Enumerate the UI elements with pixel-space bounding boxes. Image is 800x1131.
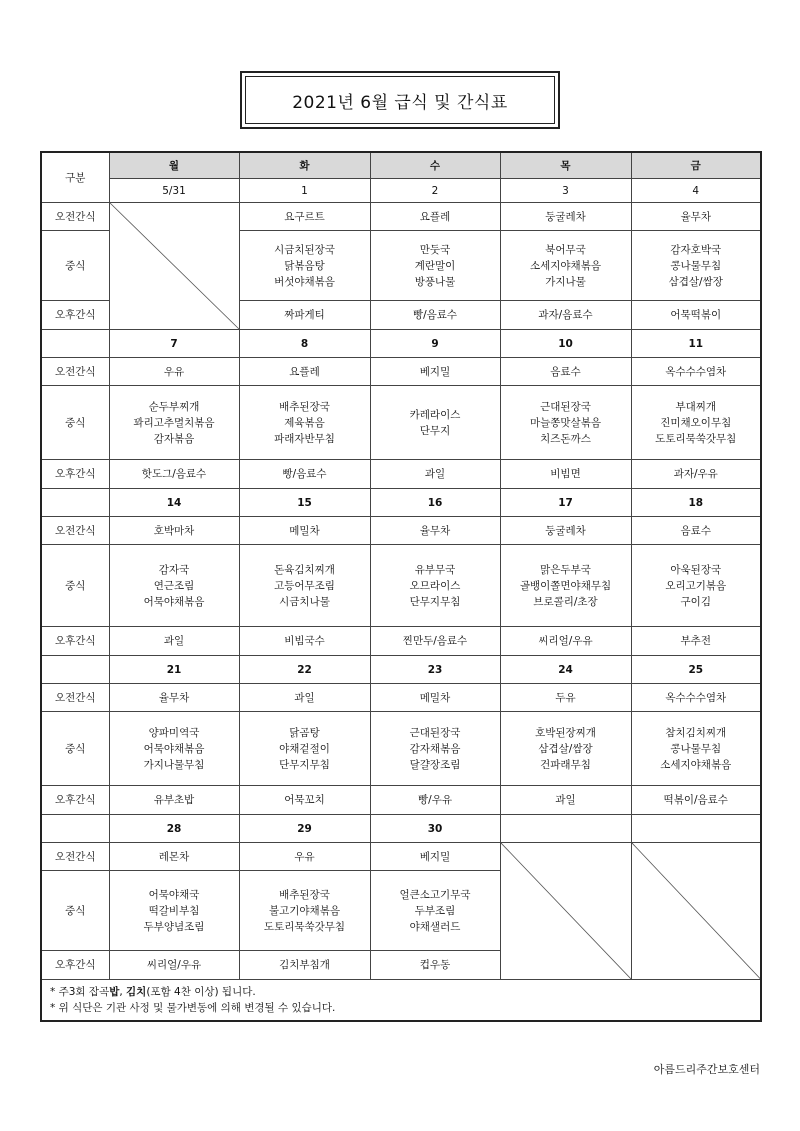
date-cell: 11 — [631, 330, 761, 358]
lunch-item: 단무지 — [419, 424, 451, 437]
lunch-item: 도토리묵쑥갓무침 — [263, 920, 346, 933]
note-1-prefix: * 주3회 잡곡 — [50, 986, 110, 998]
lunch-item: 삼겹살/쌈장 — [538, 742, 593, 755]
lunch-item: 떡갈비부침 — [148, 904, 200, 917]
lunch-item: 참치김치찌개 — [665, 726, 727, 739]
row-label-pm: 오후간식 — [41, 627, 109, 656]
lunch-item: 단무지무침 — [409, 595, 461, 608]
lunch-item: 얼큰소고기무국 — [399, 888, 471, 901]
date-cell: 4 — [631, 179, 761, 203]
date-cell: 7 — [109, 330, 239, 358]
date-cell: 15 — [239, 489, 370, 517]
lunch-item: 고등어무조림 — [274, 579, 335, 592]
date-cell — [500, 815, 631, 843]
lunch-cell — [631, 386, 761, 460]
notes-row — [41, 980, 761, 1022]
date-cell: 28 — [109, 815, 239, 843]
row-label-am: 오전간식 — [41, 843, 109, 871]
am-snack-cell: 율무차 — [631, 203, 761, 231]
lunch-item: 카레라이스 — [409, 408, 461, 421]
am-snack-cell: 둥굴레차 — [500, 203, 631, 231]
date-cell: 25 — [631, 656, 761, 684]
pm-snack-cell: 과일 — [109, 627, 239, 656]
lunch-item: 닭볶음탕 — [284, 259, 325, 272]
date-cell: 18 — [631, 489, 761, 517]
lunch-item: 꽈리고추멸치볶음 — [133, 416, 215, 429]
lunch-row — [41, 712, 761, 786]
row-label-am: 오전간식 — [41, 358, 109, 386]
lunch-item: 건파래무침 — [540, 758, 591, 771]
pm-snack-cell: 부추전 — [631, 627, 761, 656]
date-row — [41, 656, 761, 684]
am-snack-cell: 레몬차 — [109, 843, 239, 871]
title-box — [240, 71, 560, 129]
lunch-cell — [109, 386, 239, 460]
lunch-item: 골뱅이쫄면야채무침 — [519, 579, 612, 592]
lunch-item: 파래자반무침 — [274, 432, 335, 445]
pm-snack-cell: 컵우동 — [370, 951, 500, 980]
lunch-cell — [109, 871, 239, 951]
day-header: 목 — [500, 152, 631, 179]
lunch-item: 가지나물 — [545, 275, 586, 288]
notes-cell — [41, 980, 761, 1022]
pm-snack-cell: 어묵꼬치 — [239, 786, 370, 815]
pm-snack-cell: 비빔국수 — [239, 627, 370, 656]
row-label-pm: 오후간식 — [41, 460, 109, 489]
date-cell: 14 — [109, 489, 239, 517]
row-label-lunch: 중식 — [41, 712, 109, 786]
lunch-item: 호박된장찌개 — [535, 726, 596, 739]
note-1-bold-kimchi: 김치 — [126, 986, 147, 998]
diagonal-slash-icon — [632, 843, 761, 979]
am-snack-cell: 요구르트 — [239, 203, 370, 231]
lunch-item: 야채겉절이 — [279, 742, 330, 755]
am-snack-cell: 메밀차 — [239, 517, 370, 545]
pm-snack-cell: 김치부침개 — [239, 951, 370, 980]
am-snack-cell: 호박마차 — [109, 517, 239, 545]
pm-snack-row — [41, 786, 761, 815]
lunch-item: 감자볶음 — [153, 432, 195, 445]
lunch-item: 치즈돈까스 — [540, 432, 591, 445]
lunch-cell — [370, 386, 500, 460]
pm-snack-cell: 빵/우유 — [370, 786, 500, 815]
lunch-cell — [109, 712, 239, 786]
date-row — [41, 179, 761, 203]
am-snack-cell: 음료수 — [500, 358, 631, 386]
pm-snack-cell: 씨리얼/우유 — [109, 951, 239, 980]
lunch-item: 불고기야채볶음 — [268, 904, 340, 917]
lunch-item: 달걀장조림 — [409, 758, 461, 771]
lunch-row — [41, 386, 761, 460]
row-label-pm: 오후간식 — [41, 786, 109, 815]
lunch-cell — [500, 386, 631, 460]
note-1 — [50, 984, 752, 1000]
note-1-mid: , — [119, 986, 127, 998]
row-label-am: 오전간식 — [41, 203, 109, 231]
pm-snack-cell: 짜파게티 — [239, 301, 370, 330]
lunch-item: 어묵야채국 — [148, 888, 200, 901]
lunch-item: 야채샐러드 — [409, 920, 461, 933]
lunch-cell — [500, 545, 631, 627]
pm-snack-cell: 핫도그/음료수 — [109, 460, 239, 489]
pm-snack-cell: 빵/음료수 — [370, 301, 500, 330]
lunch-cell — [631, 712, 761, 786]
pm-snack-cell: 씨리얼/우유 — [500, 627, 631, 656]
am-snack-cell: 과일 — [239, 684, 370, 712]
lunch-cell — [500, 231, 631, 301]
diagonal-slash-icon — [110, 203, 239, 329]
am-snack-row — [41, 203, 761, 231]
am-snack-row — [41, 517, 761, 545]
lunch-item: 배추된장국 — [279, 400, 330, 413]
note-1-suffix: (포함 4찬 이상) 됩니다. — [146, 986, 256, 998]
date-row-blank — [41, 489, 109, 517]
lunch-item: 콩나물무침 — [670, 742, 722, 755]
date-cell: 3 — [500, 179, 631, 203]
row-label-pm: 오후간식 — [41, 951, 109, 980]
am-snack-row — [41, 843, 761, 871]
lunch-item: 제육볶음 — [284, 416, 325, 429]
lunch-item: 만둣국 — [419, 243, 451, 256]
lunch-item: 감자채볶음 — [409, 742, 461, 755]
am-snack-cell: 옥수수수염차 — [631, 684, 761, 712]
lunch-cell — [239, 871, 370, 951]
am-snack-cell: 옥수수수염차 — [631, 358, 761, 386]
lunch-item: 아욱된장국 — [670, 563, 722, 576]
lunch-item: 계란말이 — [414, 259, 456, 272]
lunch-item: 시금치된장국 — [274, 243, 335, 256]
pm-snack-cell: 과일 — [370, 460, 500, 489]
am-snack-cell: 율무차 — [109, 684, 239, 712]
date-cell: 16 — [370, 489, 500, 517]
pm-snack-cell: 떡볶이/음료수 — [631, 786, 761, 815]
pm-snack-cell: 빵/음료수 — [239, 460, 370, 489]
date-cell: 9 — [370, 330, 500, 358]
am-snack-cell: 메밀차 — [370, 684, 500, 712]
am-snack-cell: 요플레 — [370, 203, 500, 231]
lunch-item: 북어무국 — [545, 243, 586, 256]
date-row — [41, 489, 761, 517]
lunch-cell — [239, 545, 370, 627]
lunch-cell — [631, 231, 761, 301]
empty-day-cell — [500, 843, 631, 980]
date-row — [41, 330, 761, 358]
am-snack-cell: 율무차 — [370, 517, 500, 545]
date-row-blank — [41, 656, 109, 684]
lunch-cell — [239, 231, 370, 301]
lunch-item: 방풍나물 — [414, 275, 456, 288]
lunch-item: 구이김 — [680, 595, 711, 608]
pm-snack-cell: 과일 — [500, 786, 631, 815]
am-snack-row — [41, 358, 761, 386]
lunch-item: 닭곰탕 — [289, 726, 320, 739]
lunch-cell — [370, 871, 500, 951]
pm-snack-cell: 어묵떡볶이 — [631, 301, 761, 330]
day-header: 화 — [239, 152, 370, 179]
date-cell: 5/31 — [109, 179, 239, 203]
am-snack-cell: 두유 — [500, 684, 631, 712]
lunch-row — [41, 545, 761, 627]
date-cell: 22 — [239, 656, 370, 684]
lunch-item: 가지나물무침 — [143, 758, 205, 771]
lunch-item: 두부조림 — [414, 904, 456, 917]
row-label-am: 오전간식 — [41, 684, 109, 712]
note-2: * 위 식단은 기관 사정 및 물가변동에 의해 변경될 수 있습니다. — [50, 1002, 336, 1014]
lunch-item: 소세지야채볶음 — [660, 758, 732, 771]
page-title: 2021년 6월 급식 및 간식표 — [245, 76, 555, 124]
day-header: 월 — [109, 152, 239, 179]
date-cell: 24 — [500, 656, 631, 684]
lunch-item: 도토리묵쑥갓무침 — [655, 432, 737, 445]
lunch-item: 순두부찌개 — [148, 400, 200, 413]
lunch-item: 감자국 — [158, 563, 190, 576]
pm-snack-cell: 과자/우유 — [631, 460, 761, 489]
lunch-item: 근대된장국 — [409, 726, 461, 739]
date-cell: 2 — [370, 179, 500, 203]
date-row-blank — [41, 815, 109, 843]
meal-schedule-table — [40, 151, 762, 1022]
am-snack-cell: 요플레 — [239, 358, 370, 386]
lunch-cell — [370, 545, 500, 627]
lunch-item: 시금치나물 — [279, 595, 330, 608]
lunch-item: 단무지무침 — [279, 758, 330, 771]
lunch-item: 오리고기볶음 — [665, 579, 727, 592]
am-snack-cell: 베지밀 — [370, 358, 500, 386]
am-snack-cell: 우유 — [109, 358, 239, 386]
header-label: 구분 — [41, 152, 109, 203]
lunch-item: 어묵야채볶음 — [143, 595, 205, 608]
date-cell: 1 — [239, 179, 370, 203]
lunch-item: 콩나물무침 — [670, 259, 722, 272]
diagonal-slash-icon — [501, 843, 631, 979]
day-header-row — [41, 152, 761, 179]
date-row-blank — [41, 330, 109, 358]
lunch-cell — [631, 545, 761, 627]
lunch-item: 양파미역국 — [148, 726, 200, 739]
row-label-am: 오전간식 — [41, 517, 109, 545]
row-label-lunch: 중식 — [41, 871, 109, 951]
row-label-lunch: 중식 — [41, 386, 109, 460]
row-label-lunch: 중식 — [41, 545, 109, 627]
lunch-item: 맑은두부국 — [540, 563, 591, 576]
pm-snack-cell: 과자/음료수 — [500, 301, 631, 330]
row-label-lunch: 중식 — [41, 231, 109, 301]
pm-snack-row — [41, 627, 761, 656]
lunch-item: 마늘쫑맛살볶음 — [529, 416, 601, 429]
am-snack-cell: 우유 — [239, 843, 370, 871]
lunch-item: 감자호박국 — [670, 243, 722, 256]
empty-day-cell — [109, 203, 239, 330]
am-snack-cell: 둥굴레차 — [500, 517, 631, 545]
date-cell: 29 — [239, 815, 370, 843]
lunch-cell — [370, 712, 500, 786]
lunch-item: 브로콜리/초장 — [533, 595, 598, 608]
lunch-item: 두부양념조림 — [143, 920, 205, 933]
day-header: 금 — [631, 152, 761, 179]
date-cell: 30 — [370, 815, 500, 843]
footer-org-name: 아름드리주간보호센터 — [653, 1063, 760, 1076]
am-snack-cell: 음료수 — [631, 517, 761, 545]
date-cell: 17 — [500, 489, 631, 517]
lunch-item: 부대찌개 — [675, 400, 717, 413]
am-snack-cell: 베지밀 — [370, 843, 500, 871]
date-cell: 8 — [239, 330, 370, 358]
pm-snack-cell: 비빔면 — [500, 460, 631, 489]
pm-snack-row — [41, 460, 761, 489]
lunch-item: 삼겹살/쌈장 — [668, 275, 723, 288]
lunch-item: 배추된장국 — [279, 888, 330, 901]
lunch-item: 유부무국 — [414, 563, 456, 576]
pm-snack-cell: 유부초밥 — [109, 786, 239, 815]
day-header: 수 — [370, 152, 500, 179]
date-row — [41, 815, 761, 843]
lunch-cell — [239, 386, 370, 460]
am-snack-row — [41, 684, 761, 712]
lunch-item: 연근조림 — [153, 579, 195, 592]
empty-day-cell — [631, 843, 761, 980]
note-1-bold-rice: 밥 — [109, 986, 120, 998]
lunch-item: 오므라이스 — [409, 579, 461, 592]
date-cell — [631, 815, 761, 843]
pm-snack-cell: 찐만두/음료수 — [370, 627, 500, 656]
lunch-item: 진미채오이무침 — [660, 416, 732, 429]
row-label-pm: 오후간식 — [41, 301, 109, 330]
lunch-item: 어묵야채볶음 — [143, 742, 205, 755]
lunch-item: 근대된장국 — [540, 400, 591, 413]
lunch-item: 버섯야채볶음 — [274, 275, 335, 288]
lunch-cell — [109, 545, 239, 627]
date-cell: 23 — [370, 656, 500, 684]
date-cell: 10 — [500, 330, 631, 358]
lunch-cell — [239, 712, 370, 786]
lunch-item: 돈육김치찌개 — [274, 563, 335, 576]
lunch-item: 소세지야채볶음 — [529, 259, 601, 272]
date-cell: 21 — [109, 656, 239, 684]
lunch-cell — [370, 231, 500, 301]
lunch-cell — [500, 712, 631, 786]
